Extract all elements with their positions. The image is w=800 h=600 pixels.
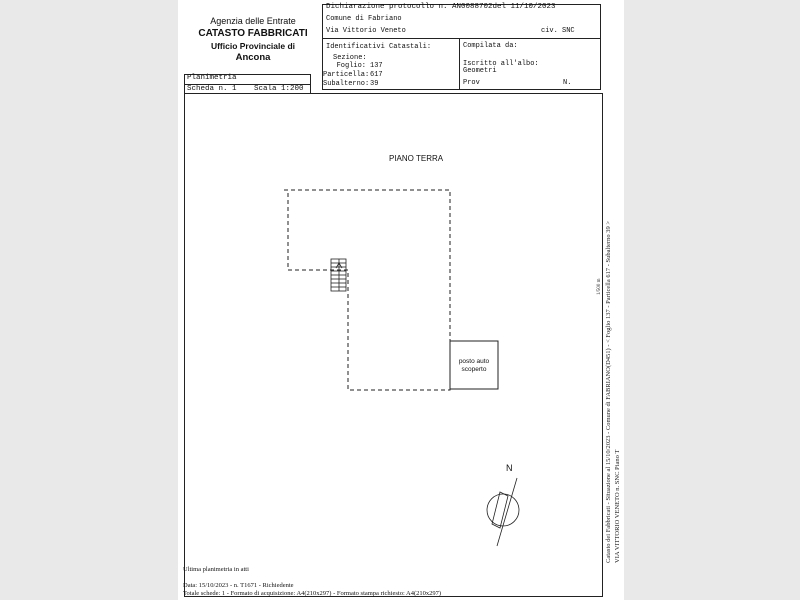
comune-text: Comune di Fabriano [326,15,402,23]
particella-value: 617 [370,71,383,79]
subalterno-label: Subalterno: [323,80,370,88]
parking-space [450,341,498,389]
foglio-label: Foglio: [336,62,366,70]
floor-label: PIANO TERRA [389,154,444,163]
sezione-label: Sezione: [333,54,367,62]
agency-line4: Ancona [235,52,271,63]
side-text-line2: VIA VITTORIO VENETO n. SNC Piano T [614,449,621,563]
via-text: Via Vittorio Veneto [326,27,406,35]
footer-ultima: Ultima planimetria in atti [183,566,249,573]
agency-line2: CATASTO FABBRICATI [198,28,308,39]
identificativi-title: Identificativi Catastali: [326,43,432,51]
agency-line3: Ufficio Provinciale di [210,41,296,51]
foglio-value: 137 [370,62,383,70]
civ-text: civ. SNC [541,27,575,35]
subalterno-value: 39 [370,80,379,88]
prov-label: Prov [463,79,480,87]
dichiarazione-text: Dichiarazione protocollo n. AN0088702del 11/10/2023 [326,3,556,11]
stair-icon [331,259,346,291]
side-scale-mark: 1/500 m [597,278,602,295]
parking-label-2: scoperto [461,366,487,373]
scala-label: Scala 1:200 [254,85,304,93]
particella-label: Particella: [323,71,370,79]
scheda-label: Scheda n. 1 [187,85,237,93]
side-text-line1: Catasto dei Fabbricati - Situazione al 15/10/2023 - Comune di FABRIANO(D451) - < Foglio 137 - Particella 617 - Subalterno 39 > [605,220,612,563]
side-text [597,220,627,565]
iscritto-label: Iscritto all'albo: [463,60,539,68]
parking-label-1: posto auto [458,358,490,365]
north-arrow-icon [487,478,519,546]
iscritto-value: Geometri [463,67,497,75]
north-label: N [506,463,513,473]
compilata-title: Compilata da: [463,42,518,50]
footer-totale: Totale schede: 1 - Formato di acquisizione: A4(210x297) - Formato stampa richiesto: A4(210x297) [183,590,442,597]
unit-outline [284,190,450,390]
planimetria-title: Planimetria [187,74,237,82]
footer-data: Data: 15/10/2023 - n. T1671 - Richiedente [183,582,294,589]
n-label: N. [563,79,572,87]
agency-line1: Agenzia delle Entrate [210,16,296,26]
